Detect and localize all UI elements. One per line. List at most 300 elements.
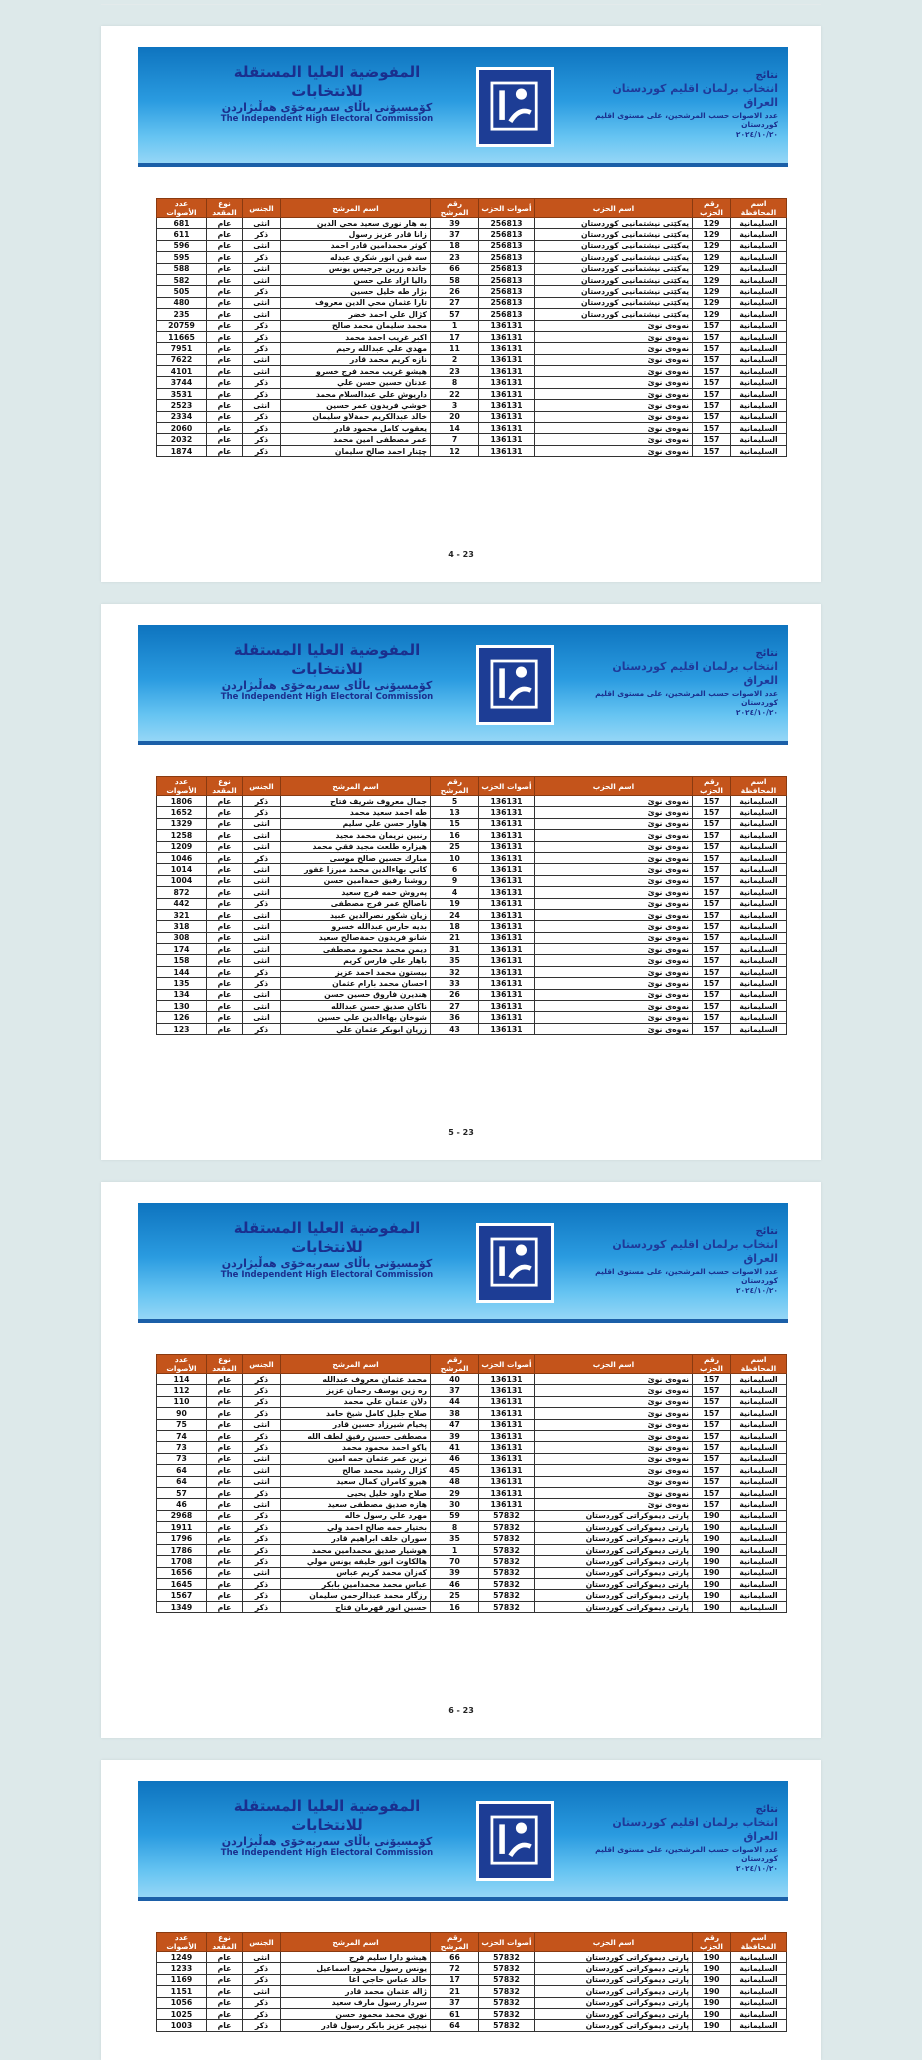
cell-party-votes: 136131 bbox=[479, 1476, 535, 1487]
cell-party-name: پارتی دیموکراتی کوردستان bbox=[535, 1556, 693, 1567]
cell-gender: انثى bbox=[243, 955, 281, 966]
cell-seat-type: عام bbox=[207, 1023, 243, 1034]
cell-votes: 110 bbox=[157, 1396, 207, 1407]
table-row bbox=[157, 1952, 787, 1963]
cell-gender: ذكر bbox=[243, 1997, 281, 2008]
cell-seat-type: عام bbox=[207, 818, 243, 829]
cell-party-number: 190 bbox=[693, 1579, 731, 1590]
cell-seat-type: عام bbox=[207, 955, 243, 966]
cell-votes: 3744 bbox=[157, 377, 207, 388]
cell-party-name: نەوەی نوێ bbox=[535, 1465, 693, 1476]
cell-candidate-number: 26 bbox=[431, 286, 479, 297]
cell-votes: 158 bbox=[157, 955, 207, 966]
cell-candidate-number: 25 bbox=[431, 1590, 479, 1601]
cell-seat-type: عام bbox=[207, 932, 243, 943]
cell-candidate-name: كەزان محمد كريم عباس bbox=[281, 1567, 431, 1578]
cell-party-votes: 136131 bbox=[479, 818, 535, 829]
cell-governorate: السليمانية bbox=[731, 1544, 787, 1555]
table-row bbox=[157, 909, 787, 920]
cell-seat-type: عام bbox=[207, 841, 243, 852]
cell-gender: انثى bbox=[243, 830, 281, 841]
cell-seat-type: عام bbox=[207, 1963, 243, 1974]
cell-party-votes: 57832 bbox=[479, 1590, 535, 1601]
cell-votes: 64 bbox=[157, 1476, 207, 1487]
table-row bbox=[157, 377, 787, 388]
page-number: 6 - 23 bbox=[448, 1706, 474, 1715]
election-title: انتخاب برلمان اقليم كوردستان العراق bbox=[612, 82, 778, 110]
cell-party-number: 190 bbox=[693, 1986, 731, 1997]
cell-party-votes: 256813 bbox=[479, 229, 535, 240]
cell-governorate: السليمانية bbox=[731, 309, 787, 320]
cell-seat-type: عام bbox=[207, 864, 243, 875]
cell-party-name: نەوەی نوێ bbox=[535, 955, 693, 966]
cell-party-name: یەکێتی نیشتمانیی کوردستان bbox=[535, 274, 693, 285]
cell-party-name: نەوەی نوێ bbox=[535, 1023, 693, 1034]
cell-party-votes: 136131 bbox=[479, 989, 535, 1000]
col-party-votes-header: أصوات الحزب bbox=[479, 199, 535, 218]
cell-gender: ذكر bbox=[243, 796, 281, 807]
table-row bbox=[157, 1963, 787, 1974]
cell-party-votes: 57832 bbox=[479, 1997, 535, 2008]
cell-party-name: یەکێتی نیشتمانیی کوردستان bbox=[535, 309, 693, 320]
table-row bbox=[157, 830, 787, 841]
cell-candidate-number: 35 bbox=[431, 955, 479, 966]
cell-votes: 1151 bbox=[157, 1986, 207, 1997]
col-votes-header: عدد الأصوات bbox=[157, 199, 207, 218]
cell-seat-type: عام bbox=[207, 309, 243, 320]
cell-candidate-name: مصطفى حسين رفيق لطف الله bbox=[281, 1430, 431, 1441]
cell-gender: ذكر bbox=[243, 229, 281, 240]
page-banner bbox=[138, 1203, 788, 1323]
cell-seat-type: عام bbox=[207, 274, 243, 285]
cell-candidate-name: شوخان بهاءالدين علي حسين bbox=[281, 1012, 431, 1023]
table-row bbox=[157, 1385, 787, 1396]
commission-name-kurdish: کۆمسیۆنی باڵای سەربەخۆی هەڵبژاردن bbox=[221, 678, 433, 692]
cell-candidate-name: ديمن محمد محمود مصطفى bbox=[281, 944, 431, 955]
cell-gender: انثى bbox=[243, 1001, 281, 1012]
cell-seat-type: عام bbox=[207, 1012, 243, 1023]
cell-gender: انثى bbox=[243, 818, 281, 829]
table-header-row bbox=[157, 777, 787, 796]
cell-candidate-number: 21 bbox=[431, 932, 479, 943]
cell-party-name: نەوەی نوێ bbox=[535, 1453, 693, 1464]
cell-candidate-name: داليا ازاد علي حسن bbox=[281, 274, 431, 285]
election-date: ٢٠٢٤/١٠/٢٠ bbox=[735, 708, 778, 718]
cell-candidate-number: 10 bbox=[431, 852, 479, 863]
cell-party-name: نەوەی نوێ bbox=[535, 434, 693, 445]
table-row bbox=[157, 2020, 787, 2031]
cell-gender: ذكر bbox=[243, 331, 281, 342]
cell-party-votes: 136131 bbox=[479, 966, 535, 977]
col-candidate-name-header: اسم المرشح bbox=[281, 1933, 431, 1952]
cell-governorate: السليمانية bbox=[731, 274, 787, 285]
cell-votes: 3531 bbox=[157, 388, 207, 399]
cell-party-number: 190 bbox=[693, 1963, 731, 1974]
cell-candidate-number: 25 bbox=[431, 841, 479, 852]
table-row bbox=[157, 1986, 787, 1997]
cell-candidate-number: 47 bbox=[431, 1419, 479, 1430]
election-date: ٢٠٢٤/١٠/٢٠ bbox=[735, 1286, 778, 1296]
cell-party-votes: 136131 bbox=[479, 955, 535, 966]
table-row bbox=[157, 898, 787, 909]
cell-gender: انثى bbox=[243, 1465, 281, 1476]
cell-party-number: 129 bbox=[693, 229, 731, 240]
cell-votes: 1656 bbox=[157, 1567, 207, 1578]
cell-governorate: السليمانية bbox=[731, 1510, 787, 1521]
cell-candidate-name: باهار علي فارس كريم bbox=[281, 955, 431, 966]
cell-votes: 235 bbox=[157, 309, 207, 320]
cell-governorate: السليمانية bbox=[731, 1408, 787, 1419]
col-party-votes-header: أصوات الحزب bbox=[479, 1933, 535, 1952]
cell-party-name: نەوەی نوێ bbox=[535, 830, 693, 841]
cell-governorate: السليمانية bbox=[731, 1430, 787, 1441]
cell-party-votes: 136131 bbox=[479, 1430, 535, 1441]
cell-votes: 1911 bbox=[157, 1522, 207, 1533]
cell-party-votes: 57832 bbox=[479, 1952, 535, 1963]
results-table bbox=[156, 776, 787, 1035]
cell-governorate: السليمانية bbox=[731, 1476, 787, 1487]
cell-party-votes: 136131 bbox=[479, 343, 535, 354]
cell-party-name: نەوەی نوێ bbox=[535, 932, 693, 943]
cell-governorate: السليمانية bbox=[731, 400, 787, 411]
cell-gender: ذكر bbox=[243, 343, 281, 354]
cell-governorate: السليمانية bbox=[731, 796, 787, 807]
cell-candidate-name: طه احمد سعيد محمد bbox=[281, 807, 431, 818]
results-title-block bbox=[578, 1225, 778, 1305]
col-party-number-header: رقم الحزب bbox=[693, 1355, 731, 1374]
table-row bbox=[157, 1556, 787, 1567]
cell-gender: ذكر bbox=[243, 1374, 281, 1385]
cell-gender: انثى bbox=[243, 1952, 281, 1963]
cell-gender: ذكر bbox=[243, 286, 281, 297]
results-title: نتائج bbox=[755, 1804, 778, 1815]
cell-party-votes: 256813 bbox=[479, 297, 535, 308]
cell-votes: 582 bbox=[157, 274, 207, 285]
col-gender-header: الجنس bbox=[243, 1355, 281, 1374]
cell-candidate-name: جمال معروف شريف فتاح bbox=[281, 796, 431, 807]
cell-party-votes: 136131 bbox=[479, 864, 535, 875]
cell-votes: 130 bbox=[157, 1001, 207, 1012]
election-title: انتخاب برلمان اقليم كوردستان العراق bbox=[612, 1238, 778, 1266]
cell-gender: انثى bbox=[243, 1012, 281, 1023]
cell-votes: 1014 bbox=[157, 864, 207, 875]
cell-seat-type: عام bbox=[207, 1374, 243, 1385]
cell-gender: ذكر bbox=[243, 807, 281, 818]
cell-party-name: پارتی دیموکراتی کوردستان bbox=[535, 1544, 693, 1555]
table-row bbox=[157, 1430, 787, 1441]
cell-candidate-name: كوثر محمدامين قادر احمد bbox=[281, 240, 431, 251]
document-page bbox=[101, 26, 821, 582]
cell-gender: انثى bbox=[243, 1453, 281, 1464]
col-seat-type-header: نوع المقعد bbox=[207, 777, 243, 796]
cell-candidate-number: 39 bbox=[431, 218, 479, 229]
cell-party-number: 129 bbox=[693, 240, 731, 251]
cell-gender: ذكر bbox=[243, 1430, 281, 1441]
cell-votes: 1786 bbox=[157, 1544, 207, 1555]
table-row bbox=[157, 445, 787, 456]
cell-gender: ذكر bbox=[243, 1522, 281, 1533]
cell-party-name: پارتی دیموکراتی کوردستان bbox=[535, 2020, 693, 2031]
cell-candidate-name: سه ڤين انور شكري عبدله bbox=[281, 252, 431, 263]
col-party-votes-header: أصوات الحزب bbox=[479, 1355, 535, 1374]
cell-gender: انثى bbox=[243, 366, 281, 377]
cell-governorate: السليمانية bbox=[731, 966, 787, 977]
cell-seat-type: عام bbox=[207, 921, 243, 932]
cell-party-votes: 136131 bbox=[479, 1023, 535, 1034]
cell-party-name: یەکێتی نیشتمانیی کوردستان bbox=[535, 218, 693, 229]
cell-candidate-number: 44 bbox=[431, 1396, 479, 1407]
cell-party-name: نەوەی نوێ bbox=[535, 1396, 693, 1407]
cell-votes: 1806 bbox=[157, 796, 207, 807]
col-seat-type-header: نوع المقعد bbox=[207, 1355, 243, 1374]
page-number: 4 - 23 bbox=[448, 550, 474, 559]
cell-gender: انثى bbox=[243, 875, 281, 886]
table-row bbox=[157, 1544, 787, 1555]
cell-candidate-name: نرين عمر عثمان حمه امين bbox=[281, 1453, 431, 1464]
table-row bbox=[157, 852, 787, 863]
cell-party-name: نەوەی نوێ bbox=[535, 818, 693, 829]
cell-party-name: نەوەی نوێ bbox=[535, 411, 693, 422]
results-table bbox=[156, 1932, 787, 2032]
cell-party-number: 157 bbox=[693, 1023, 731, 1034]
cell-party-name: نەوەی نوێ bbox=[535, 1487, 693, 1498]
cell-votes: 1209 bbox=[157, 841, 207, 852]
cell-party-number: 157 bbox=[693, 864, 731, 875]
cell-governorate: السليمانية bbox=[731, 320, 787, 331]
commission-name-block bbox=[198, 1797, 456, 1885]
table-row bbox=[157, 240, 787, 251]
election-date: ٢٠٢٤/١٠/٢٠ bbox=[735, 1864, 778, 1874]
cell-gender: ذكر bbox=[243, 1408, 281, 1419]
cell-candidate-name: احسان محمد بارام عثمان bbox=[281, 978, 431, 989]
page-banner bbox=[138, 47, 788, 167]
table-row bbox=[157, 1522, 787, 1533]
cell-seat-type: عام bbox=[207, 1986, 243, 1997]
cell-governorate: السليمانية bbox=[731, 1499, 787, 1510]
cell-candidate-name: مهدي علي عبدالله رحيم bbox=[281, 343, 431, 354]
cell-gender: انثى bbox=[243, 909, 281, 920]
cell-candidate-name: يونس رسول محمود اسماعيل bbox=[281, 1963, 431, 1974]
cell-party-number: 157 bbox=[693, 366, 731, 377]
cell-party-name: نەوەی نوێ bbox=[535, 377, 693, 388]
cell-governorate: السليمانية bbox=[731, 366, 787, 377]
cell-gender: انثى bbox=[243, 1986, 281, 1997]
cell-votes: 1329 bbox=[157, 818, 207, 829]
results-title-block bbox=[578, 69, 778, 149]
cell-seat-type: عام bbox=[207, 1419, 243, 1430]
cell-governorate: السليمانية bbox=[731, 423, 787, 434]
cell-party-votes: 57832 bbox=[479, 1986, 535, 1997]
cell-gender: ذكر bbox=[243, 2008, 281, 2019]
cell-candidate-number: 45 bbox=[431, 1465, 479, 1476]
cell-governorate: السليمانية bbox=[731, 1374, 787, 1385]
cell-party-name: پارتی دیموکراتی کوردستان bbox=[535, 1533, 693, 1544]
cell-votes: 1349 bbox=[157, 1601, 207, 1612]
cell-candidate-number: 40 bbox=[431, 1374, 479, 1385]
cell-party-number: 190 bbox=[693, 1522, 731, 1533]
cell-party-votes: 136131 bbox=[479, 445, 535, 456]
cell-gender: ذكر bbox=[243, 388, 281, 399]
table-row bbox=[157, 875, 787, 886]
cell-candidate-number: 64 bbox=[431, 2020, 479, 2031]
cell-candidate-number: 21 bbox=[431, 1986, 479, 1997]
table-row bbox=[157, 1579, 787, 1590]
col-candidate-name-header: اسم المرشح bbox=[281, 199, 431, 218]
cell-governorate: السليمانية bbox=[731, 1997, 787, 2008]
cell-party-name: پارتی دیموکراتی کوردستان bbox=[535, 1986, 693, 1997]
col-governorate-header: اسم المحافظة bbox=[731, 777, 787, 796]
table-row bbox=[157, 274, 787, 285]
cell-seat-type: عام bbox=[207, 875, 243, 886]
table-row bbox=[157, 944, 787, 955]
cell-votes: 505 bbox=[157, 286, 207, 297]
cell-party-name: نەوەی نوێ bbox=[535, 1385, 693, 1396]
cell-party-number: 157 bbox=[693, 388, 731, 399]
cell-seat-type: عام bbox=[207, 1499, 243, 1510]
cell-seat-type: عام bbox=[207, 1385, 243, 1396]
cell-party-number: 157 bbox=[693, 445, 731, 456]
cell-party-number: 157 bbox=[693, 1465, 731, 1476]
cell-party-votes: 256813 bbox=[479, 274, 535, 285]
cell-candidate-number: 1 bbox=[431, 1544, 479, 1555]
cell-governorate: السليمانية bbox=[731, 978, 787, 989]
commission-name-english: The Independent High Electoral Commission bbox=[220, 114, 434, 125]
cell-party-number: 157 bbox=[693, 807, 731, 818]
table-row bbox=[157, 978, 787, 989]
cell-party-number: 157 bbox=[693, 423, 731, 434]
cell-party-number: 129 bbox=[693, 218, 731, 229]
cell-votes: 318 bbox=[157, 921, 207, 932]
cell-candidate-number: 57 bbox=[431, 309, 479, 320]
cell-party-name: نەوەی نوێ bbox=[535, 852, 693, 863]
commission-name-arabic: المفوضية العليا المستقلة للانتخابات bbox=[233, 1797, 421, 1834]
table-row bbox=[157, 989, 787, 1000]
cell-candidate-name: محمد سليمان محمد صالح bbox=[281, 320, 431, 331]
cell-party-name: نەوەی نوێ bbox=[535, 796, 693, 807]
cell-candidate-name: پەروش حمه فرج سعيد bbox=[281, 887, 431, 898]
col-candidate-number-header: رقم المرشح bbox=[431, 777, 479, 796]
cell-party-votes: 57832 bbox=[479, 1601, 535, 1612]
cell-party-name: یەکێتی نیشتمانیی کوردستان bbox=[535, 297, 693, 308]
cell-candidate-number: 11 bbox=[431, 343, 479, 354]
cell-party-name: پارتی دیموکراتی کوردستان bbox=[535, 1974, 693, 1985]
cell-candidate-name: بديه حارس عبدالله خسرو bbox=[281, 921, 431, 932]
commission-name-arabic: المفوضية العليا المستقلة للانتخابات bbox=[233, 63, 421, 100]
cell-candidate-number: 29 bbox=[431, 1487, 479, 1498]
cell-governorate: السليمانية bbox=[731, 1023, 787, 1034]
cell-party-name: نەوەی نوێ bbox=[535, 400, 693, 411]
cell-governorate: السليمانية bbox=[731, 887, 787, 898]
cell-votes: 595 bbox=[157, 252, 207, 263]
cell-governorate: السليمانية bbox=[731, 2020, 787, 2031]
cell-party-number: 157 bbox=[693, 1012, 731, 1023]
cell-party-votes: 57832 bbox=[479, 1522, 535, 1533]
cell-candidate-name: روشنا رفيق حمةامين حسن bbox=[281, 875, 431, 886]
cell-candidate-name: هيشو غريب محمد فرج خسرو bbox=[281, 366, 431, 377]
cell-party-votes: 256813 bbox=[479, 286, 535, 297]
cell-candidate-number: 37 bbox=[431, 1997, 479, 2008]
table-row bbox=[157, 434, 787, 445]
commission-name-english: The Independent High Electoral Commission bbox=[220, 1270, 434, 1281]
table-row bbox=[157, 229, 787, 240]
cell-candidate-name: خالد عباس حاجي اغا bbox=[281, 1974, 431, 1985]
cell-party-number: 190 bbox=[693, 1544, 731, 1555]
cell-party-number: 157 bbox=[693, 343, 731, 354]
table-row bbox=[157, 1510, 787, 1521]
cell-party-name: نەوەی نوێ bbox=[535, 423, 693, 434]
cell-governorate: السليمانية bbox=[731, 434, 787, 445]
cell-governorate: السليمانية bbox=[731, 411, 787, 422]
col-party-name-header: اسم الحزب bbox=[535, 1933, 693, 1952]
cell-votes: 1169 bbox=[157, 1974, 207, 1985]
cell-candidate-number: 12 bbox=[431, 445, 479, 456]
cell-party-name: نەوەی نوێ bbox=[535, 989, 693, 1000]
table-row bbox=[157, 1997, 787, 2008]
cell-seat-type: عام bbox=[207, 1997, 243, 2008]
cell-candidate-name: محمد عثمان معروف عبدالله bbox=[281, 1374, 431, 1385]
cell-party-votes: 136131 bbox=[479, 1001, 535, 1012]
table-row bbox=[157, 320, 787, 331]
cell-party-votes: 136131 bbox=[479, 830, 535, 841]
cell-seat-type: عام bbox=[207, 944, 243, 955]
cell-governorate: السليمانية bbox=[731, 830, 787, 841]
cell-party-votes: 136131 bbox=[479, 887, 535, 898]
cell-party-number: 190 bbox=[693, 1510, 731, 1521]
cell-candidate-name: هنديرن فاروق حسين حسن bbox=[281, 989, 431, 1000]
cell-party-votes: 136131 bbox=[479, 388, 535, 399]
cell-gender: ذكر bbox=[243, 852, 281, 863]
cell-seat-type: عام bbox=[207, 343, 243, 354]
col-party-name-header: اسم الحزب bbox=[535, 1355, 693, 1374]
ihec-logo-icon bbox=[476, 645, 554, 725]
cell-votes: 308 bbox=[157, 932, 207, 943]
cell-gender: انثى bbox=[243, 400, 281, 411]
cell-candidate-name: زانا قادر عزيز رسول bbox=[281, 229, 431, 240]
cell-party-name: پارتی دیموکراتی کوردستان bbox=[535, 1522, 693, 1533]
cell-party-votes: 256813 bbox=[479, 309, 535, 320]
cell-gender: انثى bbox=[243, 274, 281, 285]
cell-party-number: 157 bbox=[693, 898, 731, 909]
cell-party-votes: 256813 bbox=[479, 263, 535, 274]
commission-name-kurdish: کۆمسیۆنی باڵای سەربەخۆی هەڵبژاردن bbox=[221, 1834, 433, 1848]
cell-candidate-number: 17 bbox=[431, 331, 479, 342]
cell-gender: انثى bbox=[243, 309, 281, 320]
cell-candidate-name: ياكو احمد محمود محمد bbox=[281, 1442, 431, 1453]
cell-party-name: نەوەی نوێ bbox=[535, 1012, 693, 1023]
cell-candidate-number: 37 bbox=[431, 1385, 479, 1396]
cell-candidate-number: 20 bbox=[431, 411, 479, 422]
cell-seat-type: عام bbox=[207, 286, 243, 297]
cell-candidate-name: شانو فريدون حمةصالح سعيد bbox=[281, 932, 431, 943]
cell-seat-type: عام bbox=[207, 1510, 243, 1521]
cell-party-votes: 136131 bbox=[479, 909, 535, 920]
cell-candidate-name: ره زين يوسف رحمان عزيز bbox=[281, 1385, 431, 1396]
cell-gender: انثى bbox=[243, 921, 281, 932]
cell-seat-type: عام bbox=[207, 978, 243, 989]
cell-seat-type: عام bbox=[207, 377, 243, 388]
cell-gender: ذكر bbox=[243, 1579, 281, 1590]
document-page bbox=[101, 604, 821, 1160]
cell-votes: 2968 bbox=[157, 1510, 207, 1521]
cell-candidate-number: 70 bbox=[431, 1556, 479, 1567]
cell-seat-type: عام bbox=[207, 796, 243, 807]
cell-governorate: السليمانية bbox=[731, 1001, 787, 1012]
cell-seat-type: عام bbox=[207, 1544, 243, 1555]
table-row bbox=[157, 1567, 787, 1578]
cell-party-number: 157 bbox=[693, 989, 731, 1000]
cell-party-name: نەوەی نوێ bbox=[535, 354, 693, 365]
cell-party-name: یەکێتی نیشتمانیی کوردستان bbox=[535, 229, 693, 240]
